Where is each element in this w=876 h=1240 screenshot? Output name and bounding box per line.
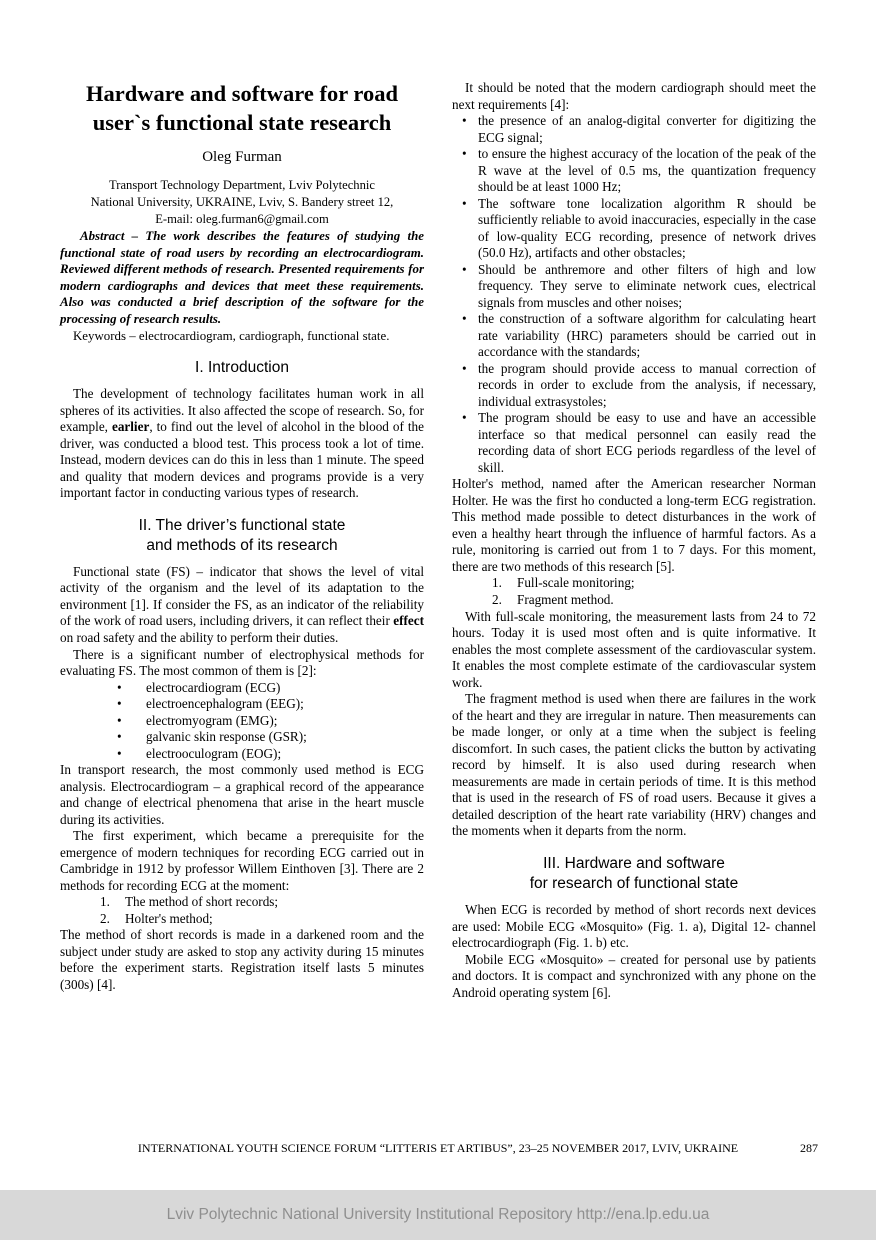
intro-bold-word: earlier <box>111 419 150 435</box>
list-item: • electrooculogram (EOG); <box>60 746 424 763</box>
repository-bar <box>0 1190 876 1240</box>
author-name: Oleg Furman <box>202 149 282 166</box>
right-column <box>452 80 816 1001</box>
numbered-item <box>60 911 424 928</box>
paragraph-ecg-analysis: In transport research, the most commonly used method is ECG analysis. Electrocardiogram – a graphical record of the appearance and change of electrical phenomena that arise in the heart muscle during its activities. <box>60 762 424 827</box>
item-number: 1. <box>492 575 502 591</box>
list-item: • to ensure the highest accuracy of the location of the peak of the R wave at the level of 0.5 ms, the quantization frequency should be at least 1000 Hz; <box>452 146 816 196</box>
intro-text-b: , to find out the level of alcohol in the blood of the driver, was conducted a blood test. This process took a lot of time. Instead, modern devices can do this in less than 1 minute. The speed and quality that modern devices and programs provide is a very important factor in conducting various types of research. <box>60 419 424 501</box>
paragraph-holter-method: Holter's method, named after the American researcher Norman Holter. He was the first ho conducted a long-term ECG registration. This method made possible to detect disturbances in the work of even a healthy heart through the influence of harmful factors. As a rule, monitoring is carried out from 1 to 7 days. For this moment, there are two methods of this research [5]. <box>452 476 816 574</box>
requirements-bullet-list <box>452 113 816 476</box>
page-title: Hardware and software for road user`s functional state research <box>85 81 399 135</box>
affiliation-line-1: Transport Technology Department, Lviv Polytechnic <box>109 177 375 192</box>
numbered-item <box>452 592 816 609</box>
item-number: 1. <box>100 894 110 910</box>
paragraph-requirements-intro: It should be noted that the modern cardiograph should meet the next requirements [4]: <box>452 80 816 112</box>
list-item: • electrocardiogram (ECG) <box>60 680 424 697</box>
fs-text-b: on road safety and the ability to perform their duties. <box>60 629 339 645</box>
paragraph-first-experiment: The first experiment, which became a prerequisite for the emergence of modern techniques for recording ECG carried out in Cambridge in 1912 by professor Willem Einthoven [3]. There are 2 methods for recording ECG at the moment: <box>60 828 424 893</box>
paragraph-fragment-method: The fragment method is used when there are failures in the work of the heart and they are irregular in nature. Then measurements can be made longer, or only at a time when the subject is feeling discomfort. In such cases, the patient clicks the button by activating record by himself. It is also used during research when measurements are made in certain periods of time. It is this method that is used in the research of FS of road users. Because it gives a detailed description of the heart rate variability (HRV) changes and the moments when it departs from the norm. <box>452 691 816 839</box>
list-item: • electroencephalogram (EEG); <box>60 696 424 713</box>
item-text: The method of short records; <box>125 894 279 910</box>
left-column <box>60 80 424 1001</box>
section-3-heading-line-1: III. Hardware and software <box>543 854 725 872</box>
section-2-heading-line-1: II. The driver’s functional state <box>138 516 346 534</box>
section-heading-hardware-software <box>452 854 816 894</box>
repository-bar-text: Lviv Polytechnic National University Institutional Repository http://ena.lp.edu.ua <box>166 1206 710 1223</box>
item-number: 2. <box>100 910 110 926</box>
paragraph-functional-state <box>60 564 424 647</box>
list-item: • the program should provide access to manual correction of records in order to exclude from the analysis, if necessary, individual extrasystoles; <box>452 361 816 411</box>
fs-text-a: Functional state (FS) – indicator that shows the level of vital activity of the organism and the level of its adaptation to the environment [1]. If consider the FS, as an indicator of the reliability of the work of road users, including drivers, it can reflect their <box>60 563 424 629</box>
list-item: • Should be anthremore and other filters of high and low frequency. They serve to eliminate network cues, electrical signals from muscles and other noises; <box>452 262 816 312</box>
item-text: Full-scale monitoring; <box>517 575 635 591</box>
paragraph-intro <box>60 386 424 502</box>
list-item: • the presence of an analog-digital converter for digitizing the ECG signal; <box>452 113 816 146</box>
footer <box>60 1141 816 1156</box>
section-heading-introduction: I. Introduction <box>195 358 289 376</box>
paragraph-methods-count: There is a significant number of electrophysical methods for evaluating FS. The most common of them is [2]: <box>60 646 424 679</box>
affiliation <box>60 177 424 228</box>
numbered-item <box>60 894 424 911</box>
item-number: 2. <box>492 591 502 607</box>
intro-text-a: The development of technology facilitates human work in all spheres of its activities. It also affected the scope of research. So, for example, <box>60 386 424 435</box>
item-text: Holter's method; <box>125 910 213 926</box>
footer-conference-text: INTERNATIONAL YOUTH SCIENCE FORUM “LITTERIS ET ARTIBUS”, 23–25 NOVEMBER 2017, LVIV, UKRAINE <box>137 1141 739 1155</box>
methods-bullet-list <box>60 680 424 763</box>
section-heading-functional-state <box>60 516 424 556</box>
list-item: • The program should be easy to use and have an accessible interface so that medical personnel can easily read the recording data of short ECG periods regardless of the level of skill. <box>452 410 816 476</box>
list-item: • The software tone localization algorithm R should be sufficiently reliable to avoid inaccuracies, especially in the case of low-quality ECG recording, presence of network drives (50.0 Hz), artifacts and other obstacles; <box>452 196 816 262</box>
keywords-text: Keywords – electrocardiogram, cardiograph, functional state. <box>73 328 390 343</box>
list-item: • galvanic skin response (GSR); <box>60 729 424 746</box>
affiliation-line-3: E-mail: oleg.furman6@gmail.com <box>155 211 329 226</box>
list-item: • electromyogram (EMG); <box>60 713 424 730</box>
fs-bold-word: effect <box>393 613 424 629</box>
paragraph-short-records: The method of short records is made in a darkened room and the subject under study are asked to stop any activity during 15 minutes before the experiment starts. Registration itself lasts 5 minutes (300s) [4]. <box>60 927 424 992</box>
paragraph-full-scale: With full-scale monitoring, the measurement lasts from 24 to 72 hours. Today it is used most often and is quite informative. It enables the most complete assessment of the cardiovascular system. It enables the most complete estimate of the cardiovascular system work. <box>452 608 816 690</box>
list-item: • the construction of a software algorithm for calculating heart rate variability (HRC) parameters should be carried out in accordance with the standards; <box>452 311 816 361</box>
paragraph-devices: When ECG is recorded by method of short records next devices are used: Mobile ECG «Mosquito» (Fig. 1. a), Digital 12- channel electrocardiograph (Fig. 1. b) etc. <box>452 902 816 951</box>
page-number: 287 <box>800 1141 818 1155</box>
paragraph-mosquito: Mobile ECG «Mosquito» – created for personal use by patients and doctors. It is compact and synchronized with any phone on the Android operating system [6]. <box>452 951 816 1000</box>
affiliation-line-2: National University, UKRAINE, Lviv, S. Bandery street 12, <box>90 194 394 209</box>
abstract-text: Abstract – The work describes the features of studying the functional state of road users by recording an electrocardiogram. Reviewed different methods of research. Presented requirements for modern cardiographs and devices that meet these requirements. Also was conducted a brief description of the software for the processing of research results. <box>60 228 424 327</box>
two-column-layout <box>60 80 816 1001</box>
item-text: Fragment method. <box>517 591 614 607</box>
numbered-item <box>452 575 816 592</box>
section-3-heading-line-2: for research of functional state <box>529 874 739 892</box>
holter-methods-numbered-list <box>452 575 816 608</box>
section-2-heading-line-2: and methods of its research <box>146 536 338 554</box>
recording-methods-numbered-list <box>60 894 424 927</box>
